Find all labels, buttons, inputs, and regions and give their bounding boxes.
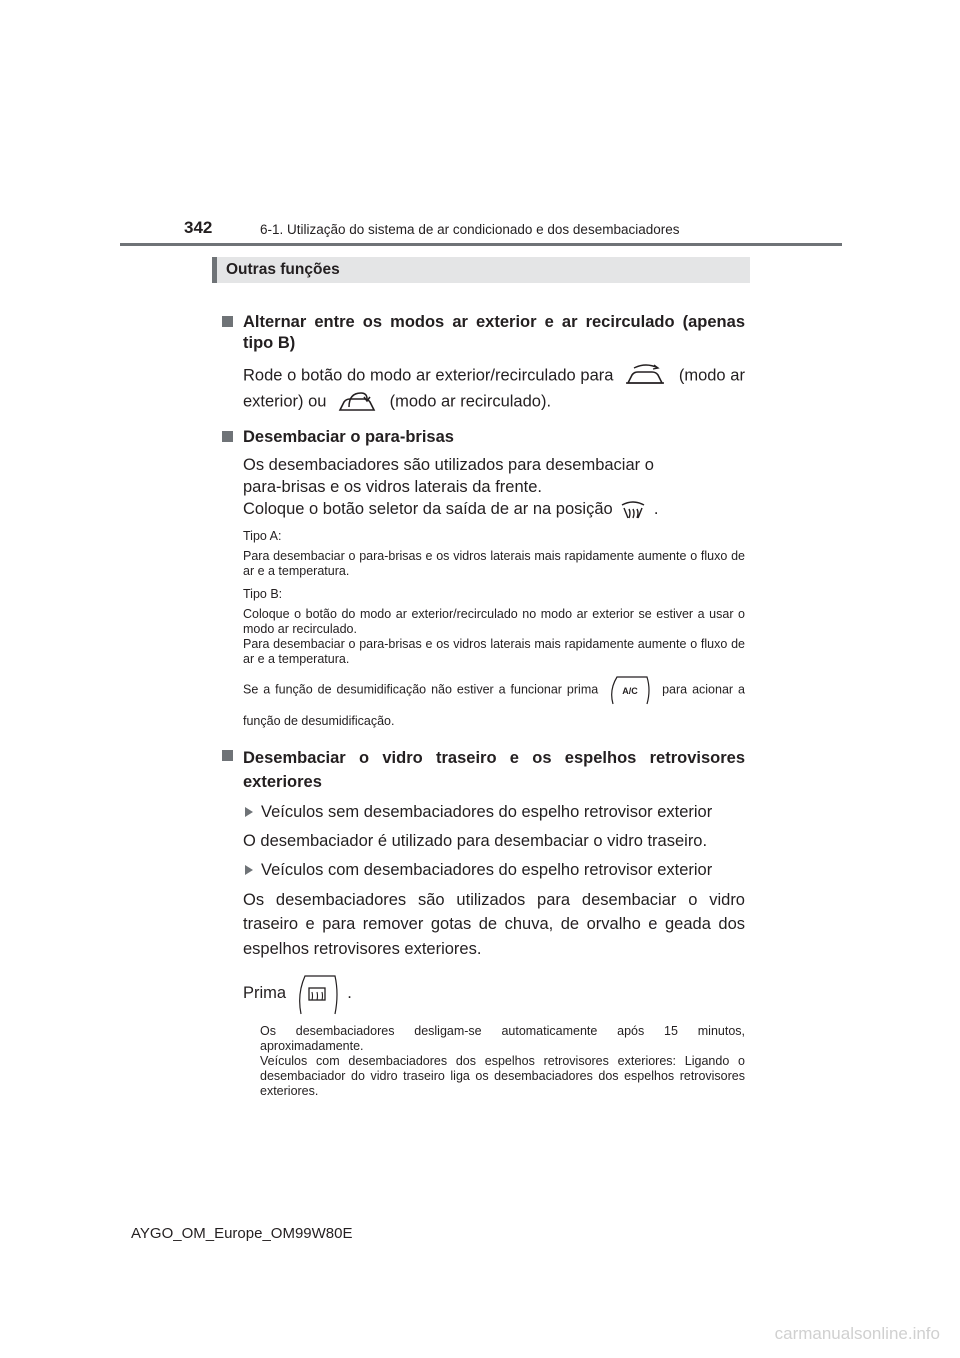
text-part: para acionar a função de desumidificação. bbox=[243, 681, 745, 728]
text-line bbox=[243, 498, 745, 521]
triangle-bullet-icon bbox=[245, 865, 253, 875]
chapter-title: 6-1. Utilização do sistema de ar condicionado e dos desembaciadores bbox=[260, 222, 680, 237]
text-part: Coloque o botão seletor da saída de ar na posição bbox=[243, 500, 613, 518]
section-accent bbox=[212, 257, 217, 283]
bullet-text: Veículos com desembaciadores do espelho retrovisor exterior bbox=[261, 860, 713, 879]
mirror-defog-text: Os desembaciadores são utilizados para desembaciar o vidro traseiro e para remover gotas de chuva, de orvalho e geada dos espelhos retrovisores exteriores. bbox=[243, 890, 745, 958]
heading-air-mode bbox=[222, 312, 745, 354]
ac-button-icon bbox=[607, 674, 653, 706]
heading-text: Desembaciar o para-brisas bbox=[243, 428, 454, 446]
doc-code: AYGO_OM_Europe_OM99W80E bbox=[131, 1225, 353, 1242]
square-bullet-icon bbox=[222, 431, 233, 442]
bullet-without-mirror bbox=[222, 801, 745, 823]
text-part: (modo ar recirculado). bbox=[389, 392, 552, 411]
text-part: . bbox=[347, 984, 352, 1003]
note-text: Veículos com desembaciadores dos espelhos retrovisores exteriores: Ligando o desembaciador do vidro traseiro liga os desembaciadores dos espelhos retrovisores exteriores. bbox=[260, 1053, 745, 1098]
triangle-bullet-icon bbox=[245, 807, 253, 817]
note-text: Os desembaciadores desligam-se automaticamente após 15 minutos, aproximadamente. bbox=[260, 1023, 745, 1053]
section-title: Outras funções bbox=[226, 261, 340, 278]
bullet-text: Veículos sem desembaciadores do espelho retrovisor exterior bbox=[261, 802, 713, 821]
main-content bbox=[222, 312, 745, 1099]
text-line: Os desembaciadores são utilizados para desembaciar o bbox=[243, 456, 654, 474]
outside-air-icon bbox=[624, 363, 668, 389]
tipo-b-text: Para desembaciar o para-brisas e os vidros laterais mais rapidamente aumente o fluxo de ar e a temperatura. bbox=[243, 636, 745, 666]
ac-button-label: A/C bbox=[622, 685, 638, 696]
prima-line bbox=[222, 971, 745, 1016]
square-bullet-icon bbox=[222, 750, 233, 761]
tipo-a-text: Para desembaciar o para-brisas e os vidros laterais mais rapidamente aumente o fluxo de ar e a temperatura. bbox=[243, 548, 745, 578]
rear-defogger-icon bbox=[295, 972, 339, 1016]
text-line: para-brisas e os vidros laterais da frente. bbox=[243, 478, 542, 496]
page-number: 342 bbox=[184, 218, 213, 237]
text-part: Se a função de desumidificação não estiver a funcionar prima bbox=[243, 681, 599, 696]
text-part: Prima bbox=[243, 984, 287, 1003]
text-part: (modo ar exterior) ou bbox=[243, 366, 745, 411]
heading-rear-defog bbox=[222, 746, 745, 794]
windshield-defog-icon bbox=[620, 499, 646, 521]
heading-windshield bbox=[222, 427, 745, 448]
header-rule bbox=[120, 243, 842, 246]
watermark: carmanualsonline.info bbox=[774, 1324, 940, 1343]
air-mode-text bbox=[222, 363, 745, 415]
heading-text: Desembaciar o vidro traseiro e os espelhos retrovisores exteriores bbox=[243, 748, 745, 791]
square-bullet-icon bbox=[222, 316, 233, 327]
ac-note bbox=[222, 674, 745, 736]
text-part: Rode o botão do modo ar exterior/recirculado para bbox=[243, 366, 614, 385]
rear-defog-text: O desembaciador é utilizado para desembaciar o vidro traseiro. bbox=[243, 831, 708, 850]
tipo-a-label: Tipo A: bbox=[243, 528, 282, 543]
note-block bbox=[222, 1024, 745, 1099]
section-bar bbox=[212, 257, 750, 283]
bullet-with-mirror bbox=[222, 859, 745, 881]
text-part: . bbox=[653, 500, 659, 518]
recirculated-air-icon bbox=[337, 389, 379, 415]
windshield-text bbox=[222, 454, 745, 521]
tipo-b-label: Tipo B: bbox=[243, 586, 283, 601]
heading-text: Alternar entre os modos ar exterior e ar recirculado (apenas tipo B) bbox=[243, 313, 745, 352]
tipo-b-text: Coloque o botão do modo ar exterior/recirculado no modo ar exterior se estiver a usar o modo ar recirculado. bbox=[243, 606, 745, 636]
